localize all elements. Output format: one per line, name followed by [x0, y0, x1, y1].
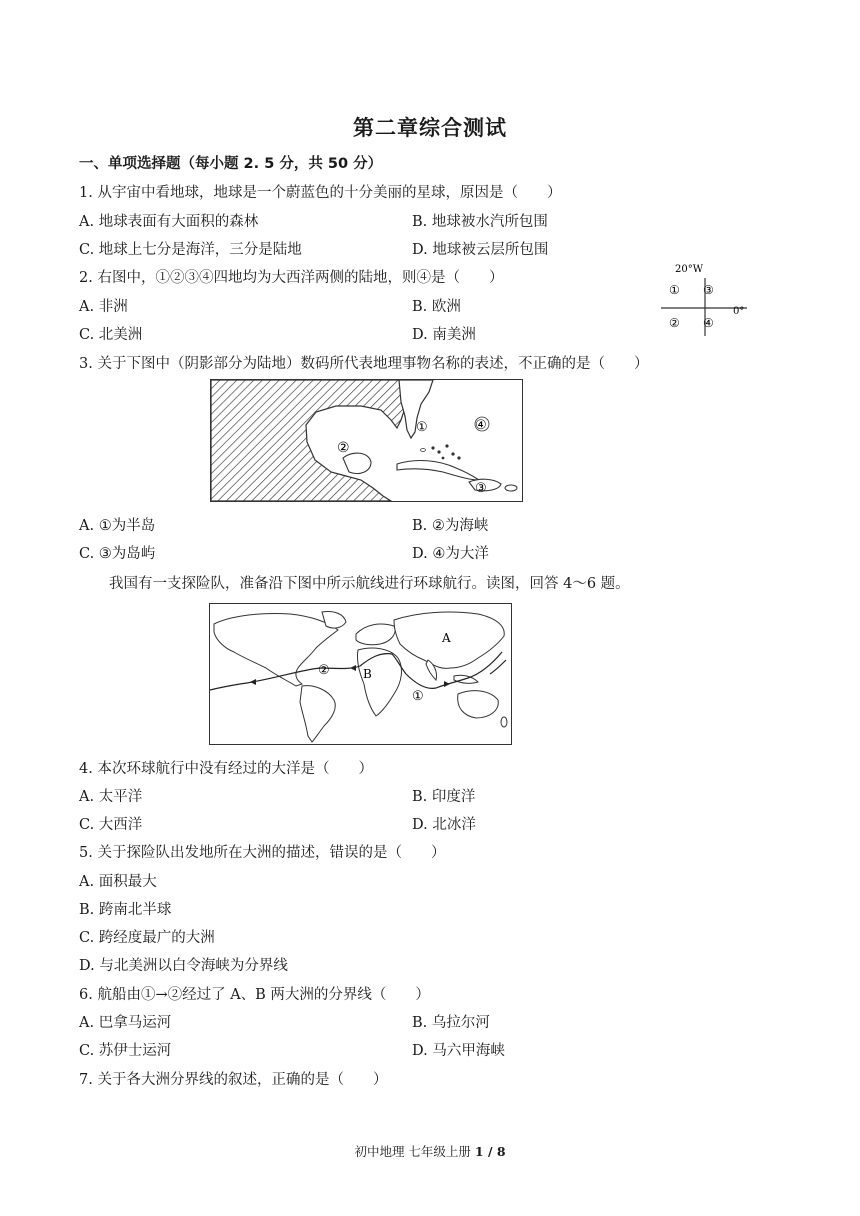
section-heading: 一、单项选择题（每小题 2. 5 分，共 50 分）	[79, 156, 383, 172]
questions-4-6-intro: 我国有一支探险队，准备沿下图中所示航线进行环球航行。读图，回答 4～6 题。	[109, 576, 630, 592]
question-3-option-c: C. ③为岛屿	[79, 546, 156, 562]
world-route-map-svg	[210, 604, 511, 744]
world-map-label-2: ②	[318, 663, 330, 678]
question-1-option-b: B. 地球被水汽所包围	[412, 214, 548, 230]
world-map-label-a: A	[442, 631, 451, 645]
greenland	[322, 611, 346, 628]
question-4-option-d: D. 北冰洋	[412, 817, 476, 833]
question-3-option-d: D. ④为大洋	[412, 546, 489, 562]
question-7-stem: 7. 关于各大洲分界线的叙述，正确的是（ ）	[79, 1072, 388, 1088]
question-5-option-b: B. 跨南北半球	[79, 902, 172, 918]
page-number: 1 / 8	[474, 1144, 506, 1159]
question-4-option-c: C. 大西洋	[79, 817, 143, 833]
question-4-option-a: A. 太平洋	[79, 789, 143, 805]
map-label-1: ①	[416, 420, 428, 435]
question-1-option-d: D. 地球被云层所包围	[412, 242, 549, 258]
world-map-label-b: B	[363, 667, 372, 681]
question-6-option-c: C. 苏伊士运河	[79, 1043, 172, 1059]
quadrant-3-label: ③	[703, 283, 714, 297]
question-5-stem: 5. 关于探险队出发地所在大洲的描述，错误的是（ ）	[79, 845, 446, 861]
question-6-option-a: A. 巴拿马运河	[79, 1015, 172, 1031]
question-6-option-b: B. 乌拉尔河	[412, 1015, 490, 1031]
southeast-asia-islands	[454, 675, 478, 683]
question-2-option-c: C. 北美洲	[79, 327, 143, 343]
question-3-option-b: B. ②为海峡	[412, 518, 489, 534]
question-4-stem: 4. 本次环球航行中没有经过的大洋是（ ）	[79, 761, 373, 777]
question-2-option-d: D. 南美洲	[412, 327, 476, 343]
question-5-option-d: D. 与北美洲以白令海峡为分界线	[79, 958, 288, 974]
map-label-2: ②	[337, 440, 350, 456]
quadrant-figure	[655, 258, 765, 338]
question-6-option-d: D. 马六甲海峡	[412, 1043, 505, 1059]
question-5-option-a: A. 面积最大	[79, 874, 157, 890]
page-footer	[0, 1142, 860, 1160]
map-label-4: ④	[475, 418, 487, 433]
question-4-option-b: B. 印度洋	[412, 789, 476, 805]
quadrant-4-label: ④	[703, 316, 714, 330]
question-6-stem: 6. 航船由①→②经过了 A、B 两大洲的分界线（ ）	[79, 987, 430, 1003]
question-1-stem: 1. 从宇宙中看地球，地球是一个蔚蓝色的十分美丽的星球，原因是（ ）	[79, 185, 562, 201]
cuba-island	[397, 461, 479, 480]
question-1-option-c: C. 地球上七分是海洋，三分是陆地	[79, 242, 302, 258]
longitude-label: 20°W	[675, 264, 704, 275]
question-2-option-a: A. 非洲	[79, 299, 128, 315]
australia	[458, 691, 499, 718]
yucatan	[343, 453, 371, 473]
mainland-landmass	[211, 380, 421, 501]
quadrant-1-label: ①	[669, 283, 680, 297]
question-2-option-b: B. 欧洲	[412, 299, 461, 315]
page-title: 第二章综合测试	[353, 116, 507, 140]
map-label-3: ③	[475, 481, 487, 496]
caribbean-map-svg	[211, 380, 522, 501]
south-america	[300, 686, 335, 742]
question-1-option-a: A. 地球表面有大面积的森林	[79, 214, 259, 230]
latitude-label: 0°	[733, 306, 745, 317]
question-2-stem: 2. 右图中，①②③④四地均为大西洋两侧的陆地，则④是（ ）	[79, 270, 504, 286]
world-route-map	[209, 603, 512, 745]
question-5-option-c: C. 跨经度最广的大洲	[79, 930, 215, 946]
question-3-option-a: A. ①为半岛	[79, 518, 156, 534]
caribbean-map	[210, 379, 523, 502]
quadrant-2-label: ②	[669, 316, 680, 330]
europe	[356, 624, 395, 645]
footer-text: 初中地理 七年级上册	[354, 1144, 475, 1159]
world-map-label-1: ①	[412, 689, 424, 704]
question-3-stem: 3. 关于下图中（阴影部分为陆地）数码所代表地理事物名称的表述，不正确的是（ ）	[79, 356, 649, 372]
